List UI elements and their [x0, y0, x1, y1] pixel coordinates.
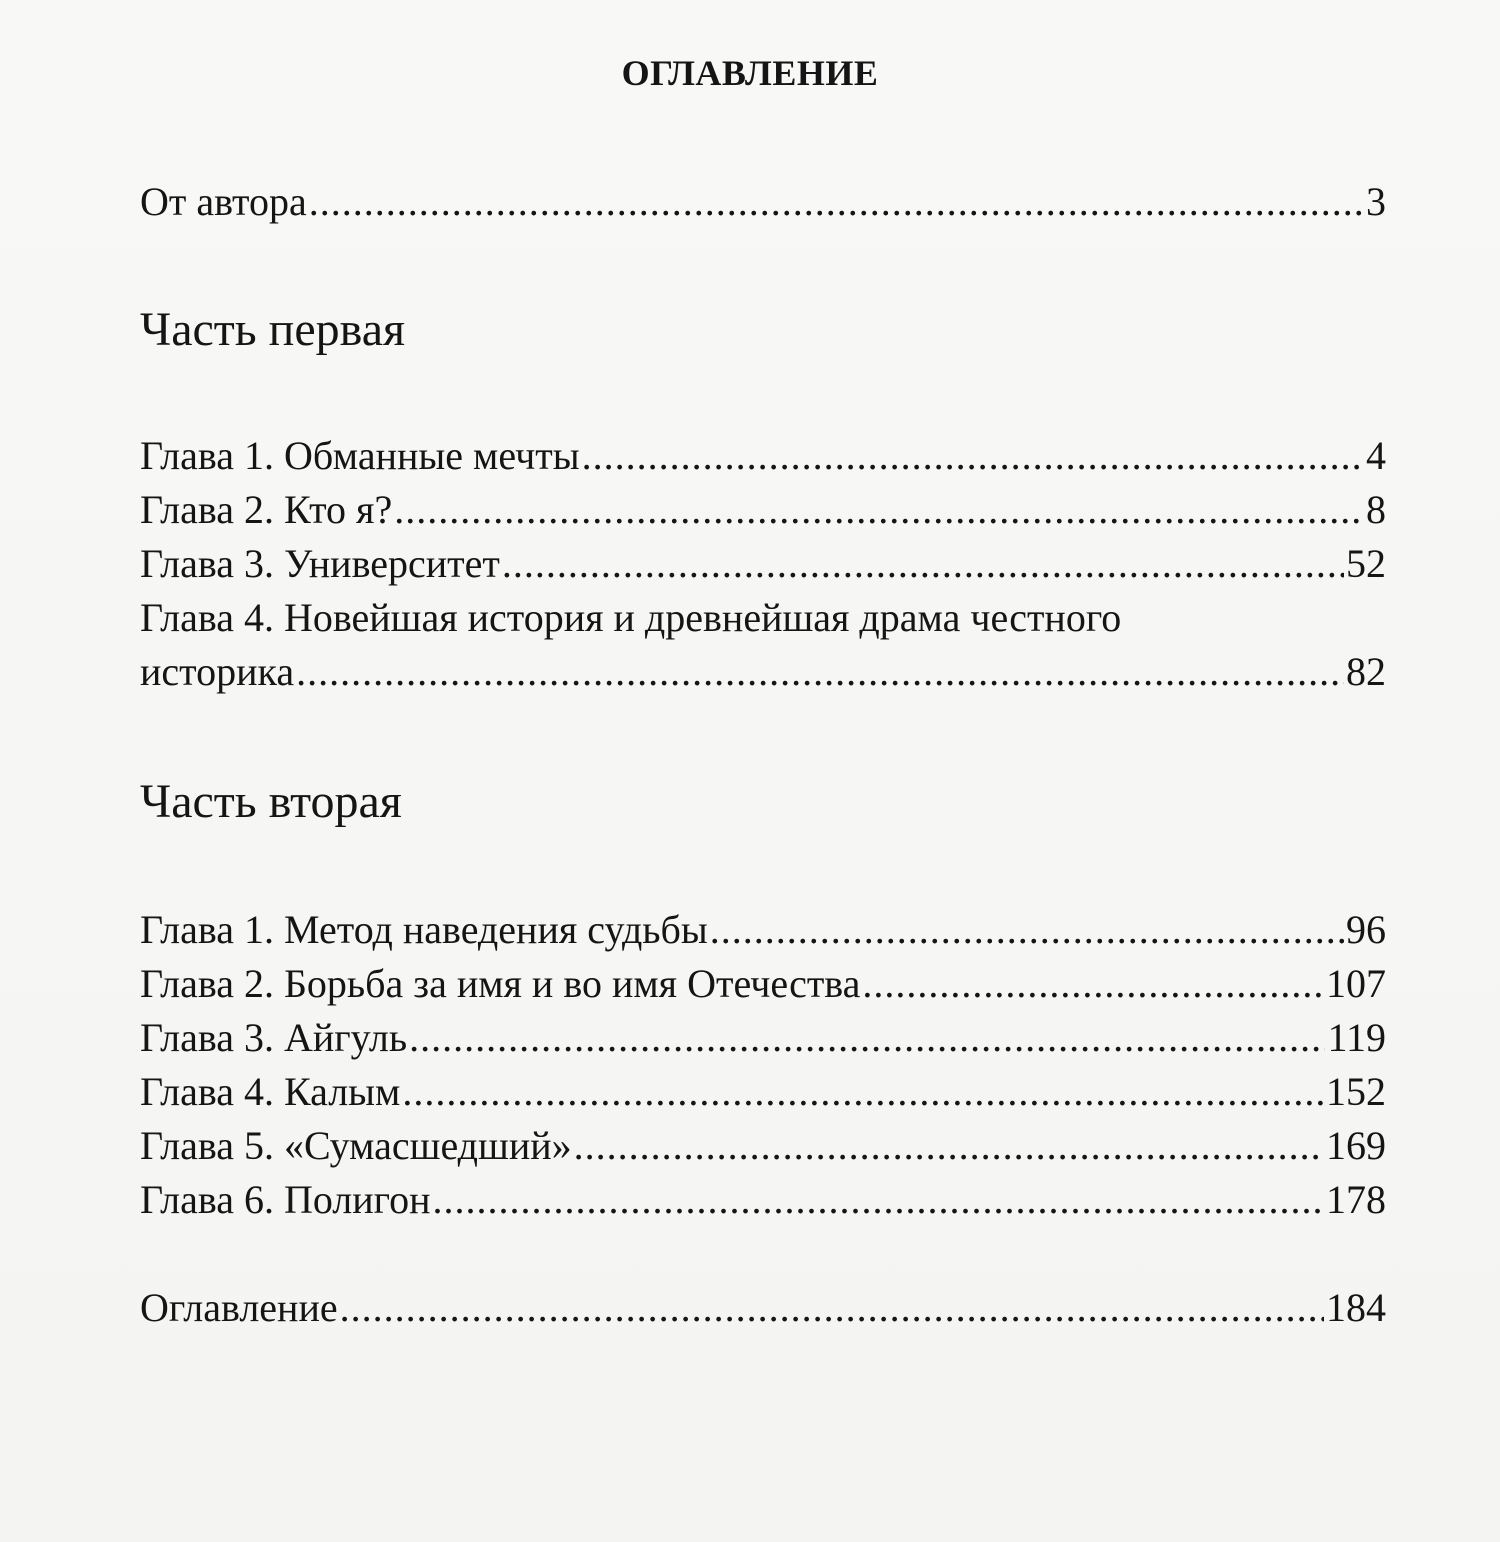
toc-entry-label: Глава 1. Обманные мечты — [140, 433, 580, 478]
toc-entry-label: Глава 3. Университет — [140, 541, 500, 586]
toc-entry-label: историка — [140, 649, 295, 694]
toc-entry-part1-ch1 — [140, 433, 1386, 478]
toc-leader-dots — [296, 652, 1344, 692]
toc-entry-page: 82 — [1346, 649, 1386, 694]
toc-leader-dots — [502, 544, 1344, 584]
toc-entry-label: От автора — [140, 179, 307, 224]
toc-entry-page: 52 — [1346, 541, 1386, 586]
toc-entry-part2-ch1 — [140, 907, 1386, 952]
part-heading-first: Часть первая — [140, 303, 406, 356]
toc-entry-page: 184 — [1326, 1285, 1386, 1330]
toc-entry-label: Глава 3. Айгуль — [140, 1015, 408, 1060]
page-title: ОГЛАВЛЕНИЕ — [621, 53, 879, 93]
toc-entry-page: 96 — [1346, 907, 1386, 952]
toc-entry-label: Глава 2. Борьба за имя и во имя Отечества — [140, 961, 861, 1006]
part-heading-second: Часть вторая — [140, 775, 402, 828]
toc-entry-part1-ch4-line1: Глава 4. Новейшая история и древнейшая драма честного — [140, 595, 1122, 640]
toc-entry-part2-ch5 — [140, 1123, 1386, 1168]
toc-entry-part2-ch6 — [140, 1177, 1386, 1222]
toc-leader-dots — [574, 1126, 1324, 1166]
toc-leader-dots — [862, 964, 1324, 1004]
toc-entry-label: Оглавление — [140, 1285, 338, 1330]
toc-entry-part1-ch2 — [140, 487, 1386, 532]
toc-entry-part2-ch2 — [140, 961, 1386, 1006]
toc-leader-dots — [309, 182, 1364, 222]
toc-leader-dots — [394, 490, 1364, 530]
toc-entry-label: Глава 2. Кто я? — [140, 487, 393, 532]
toc-entry-label: Глава 4. Калым — [140, 1069, 401, 1114]
toc-entry-label: Глава 5. «Сумасшедший» — [140, 1123, 572, 1168]
toc-entry-page: 178 — [1326, 1177, 1386, 1222]
toc-entry-part1-ch4-line2 — [140, 649, 1386, 694]
toc-entry-page: 4 — [1366, 433, 1386, 478]
toc-entry-contents — [140, 1285, 1386, 1330]
toc-leader-dots — [340, 1288, 1324, 1328]
toc-entry-page: 107 — [1326, 961, 1386, 1006]
toc-entry-part1-ch3 — [140, 541, 1386, 586]
toc-entry-part2-ch4 — [140, 1069, 1386, 1114]
toc-leader-dots — [710, 910, 1344, 950]
toc-entry-part2-ch3 — [140, 1015, 1386, 1060]
toc-entry-page: 152 — [1326, 1069, 1386, 1114]
toc-entry-page: 3 — [1366, 179, 1386, 224]
toc-entry-page: 169 — [1326, 1123, 1386, 1168]
toc-leader-dots — [402, 1072, 1324, 1112]
toc-entry-label: Глава 6. Полигон — [140, 1177, 431, 1222]
toc-entry-label: Глава 1. Метод наведения судьбы — [140, 907, 708, 952]
toc-leader-dots — [433, 1180, 1325, 1220]
toc-leader-dots — [582, 436, 1364, 476]
toc-leader-dots — [409, 1018, 1325, 1058]
toc-entry-page: 119 — [1327, 1015, 1386, 1060]
toc-entry-page: 8 — [1366, 487, 1386, 532]
toc-entry-preface — [140, 179, 1386, 224]
